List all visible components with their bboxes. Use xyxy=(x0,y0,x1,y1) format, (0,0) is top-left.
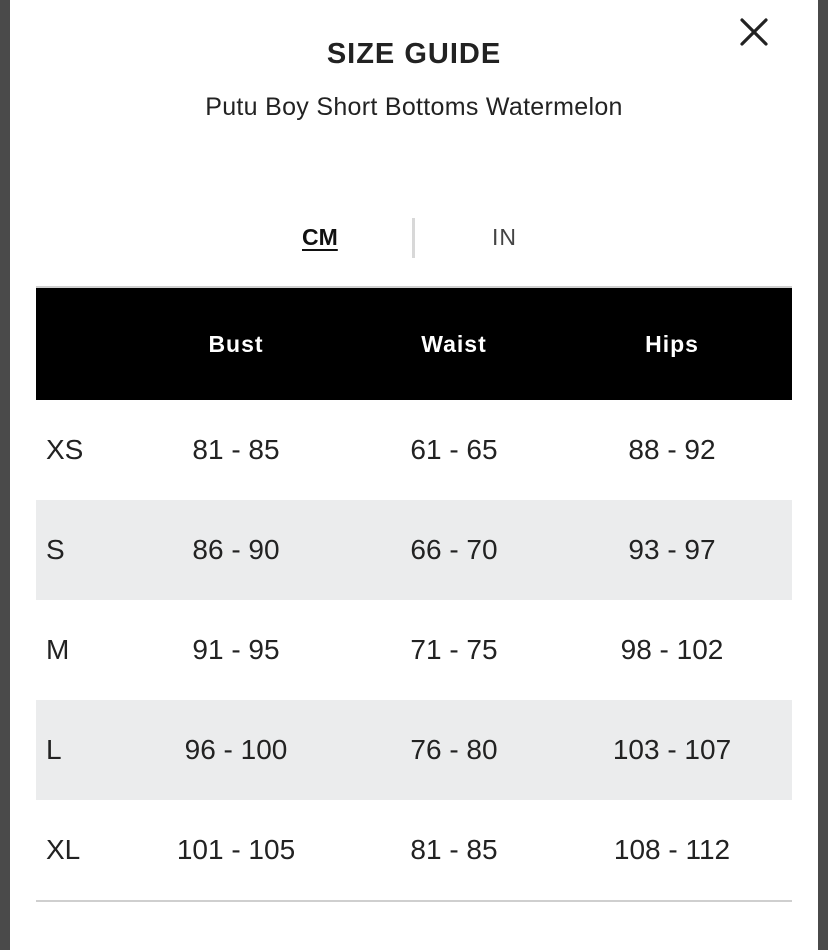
cell-waist: 81 - 85 xyxy=(410,834,498,865)
cell-waist: 61 - 65 xyxy=(410,434,498,465)
cell-waist: 71 - 75 xyxy=(410,634,498,665)
table-header-row xyxy=(36,288,792,400)
cell-bust: 86 - 90 xyxy=(192,534,280,565)
cell-bust: 96 - 100 xyxy=(184,734,288,765)
cell-hips: 103 - 107 xyxy=(612,734,732,765)
cell-waist: 66 - 70 xyxy=(410,534,498,565)
header-bust: Bust xyxy=(208,330,264,357)
cell-hips: 88 - 92 xyxy=(628,434,716,465)
unit-toggle xyxy=(10,216,818,260)
size-table xyxy=(36,286,792,900)
table-row xyxy=(36,500,792,600)
cell-size: XL xyxy=(46,834,81,865)
cell-bust: 91 - 95 xyxy=(192,634,280,665)
cell-size: S xyxy=(46,534,65,565)
product-name: Putu Boy Short Bottoms Watermelon xyxy=(205,93,623,121)
unit-tab-in[interactable]: IN xyxy=(492,224,517,250)
cell-hips: 98 - 102 xyxy=(620,634,724,665)
cell-hips: 93 - 97 xyxy=(628,534,716,565)
unit-divider xyxy=(412,218,415,258)
header-hips: Hips xyxy=(645,330,699,357)
modal-title: SIZE GUIDE xyxy=(326,38,502,70)
cell-waist: 76 - 80 xyxy=(410,734,498,765)
table-bottom-border xyxy=(36,900,792,902)
unit-tab-cm[interactable]: CM xyxy=(302,224,338,250)
cell-bust: 81 - 85 xyxy=(192,434,280,465)
size-guide-modal xyxy=(10,0,818,950)
header-waist: Waist xyxy=(421,330,487,357)
cell-size: L xyxy=(46,734,62,765)
table-row xyxy=(36,800,792,900)
table-row xyxy=(36,400,792,500)
cell-bust: 101 - 105 xyxy=(176,834,296,865)
cell-size: M xyxy=(46,634,70,665)
table-row xyxy=(36,700,792,800)
cell-hips: 108 - 112 xyxy=(613,834,731,865)
table-row xyxy=(36,600,792,700)
cell-size: XS xyxy=(46,434,84,465)
